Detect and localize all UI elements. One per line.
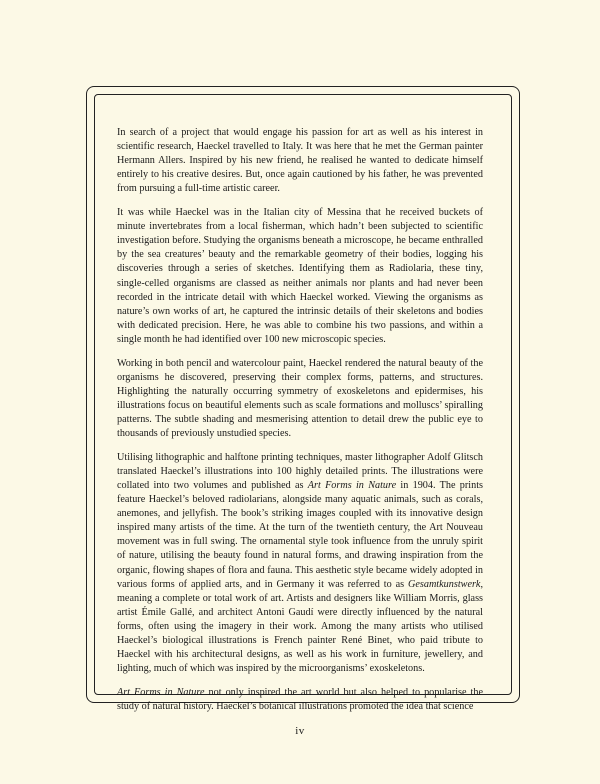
body-text <box>117 126 483 724</box>
italic-title: Gesamtkunstwerk <box>408 578 481 590</box>
text-run: In search of a project that would engage his passion for art as well as his interest in scientific research, Haeckel travelled to Italy. It was here that he met the German painter Hermann Allers. Inspired by his new friend, he realised he wanted to dedicate himself entirely to his creative desires. But, once again cautioned by his father, he was prevented from pursuing a full-time artistic career. <box>117 127 483 195</box>
paragraph <box>117 357 483 442</box>
text-run: , meaning a complete or total work of art. Artists and designers like William Morris, glass artist Émile Gallé, and architect Antoni Gaudí were directly influenced by the natural forms, often using the imagery in their work. Among the many artists who utilised Haeckel’s biological illustrations is French painter René Binet, who paid tribute to Haeckel with his architectural designs, as well as his work in furniture, jewellery, and lighting, much of which was inspired by the microorganisms’ exoskeletons. <box>117 578 483 675</box>
paragraph <box>117 206 483 347</box>
paragraph <box>117 451 483 677</box>
text-run: It was while Haeckel was in the Italian city of Messina that he received buckets of minute invertebrates from a local fisherman, which hadn’t been subjected to scientific investigation before. Studying the organisms beneath a microscope, he became enthralled by the sea creatures’ beauty and the remarkable geometry of their bodies, logging his discoveries through a series of sketches. Identifying them as Radiolaria, these tiny, single-celled organisms are classed as neither animals nor plants and had never been recorded in the intricate detail with which Haeckel worked. Viewing the organisms as nature’s own works of art, he captured the intrinsic details of their skeletons and bodies with dedicated precision. Here, he was able to combine his two passions, and within a single month he had identified over 100 new microscopic species. <box>117 207 483 345</box>
italic-title: Art Forms in Nature <box>307 479 397 491</box>
italic-title: Art Forms in Nature <box>117 686 205 698</box>
text-run: Utilising lithographic and halftone printing techniques, master lithographer Adolf Glitsch translated Haeckel’s illustrations into 100 highly detailed prints. The illustrations were collated into two volumes and published as <box>117 451 483 491</box>
text-run: in 1904. The prints feature Haeckel’s beloved radiolarians, alongside many aquatic animals, such as corals, anemones, and jellyfish. The book’s striking images coupled with its innovative design inspired many artists of the time. At the turn of the twentieth century, the Art Nouveau movement was in full swing. The ornamental style took influence from the unruly spirit of nature, utilising the beauty found in natural forms, and drawing inspiration from the organic, flowing shapes of flora and fauna. This aesthetic style became widely adopted in various forms of applied arts, and in Germany it was referred to as <box>117 479 483 590</box>
text-run: not only inspired the art world but also helped to popularise the study of natural history. Haeckel’s botanical illustrations promoted the idea that science <box>117 686 483 712</box>
paragraph <box>117 126 483 196</box>
text-run: Working in both pencil and watercolour paint, Haeckel rendered the natural beauty of the organisms he discovered, preserving their complex forms, patterns, and structures. Highlighting the naturally occurring symmetry of exoskeletons and epidermises, his illustrations focus on beautiful elements such as scale formations and molluscs’ spiralling patterns. The subtle shading and mesmerising attention to detail drew the public eye to thousands of previously unstudied species. <box>117 357 483 440</box>
paragraph <box>117 686 483 714</box>
page-number: iv <box>295 725 305 737</box>
